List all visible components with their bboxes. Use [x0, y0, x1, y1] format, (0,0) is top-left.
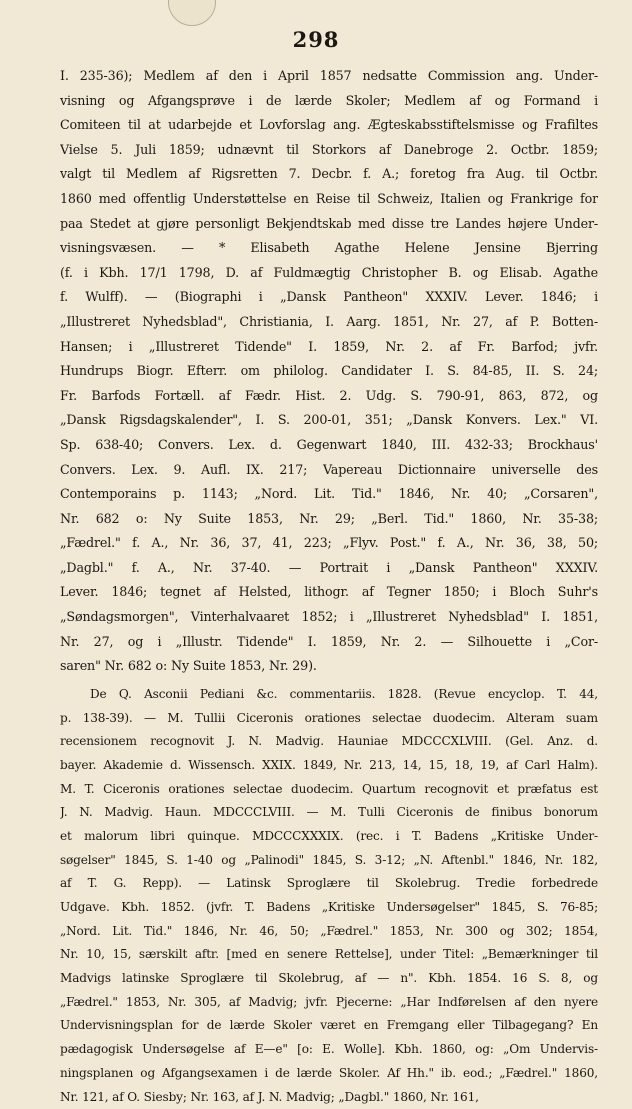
text-line: Sp. 638-40; Convers. Lex. d. Gegenwart 1840, III. 432-33; Brockhaus': [60, 436, 598, 452]
text-block: [60, 64, 598, 1109]
text-line: I. 235-36); Medlem af den i April 1857 nedsatte Commission ang. Under-: [60, 68, 598, 83]
text-line: „Nord. Lit. Tid." 1846, Nr. 46, 50; „Fædrel." 1853, Nr. 300 og 302; 1854,: [60, 923, 598, 938]
text-line: søgelser" 1845, S. 1-40 og „Palinodi" 1845, S. 3-12; „N. Aftenbl." 1846, Nr. 182,: [60, 852, 598, 867]
text-line: visning og Afgangsprøve i de lærde Skoler; Medlem af og Formand i: [60, 92, 598, 108]
text-line: Undervisningsplan for de lærde Skoler været en Fremgang eller Tilbagegang? En: [60, 1018, 598, 1033]
text-line: „Dagbl." f. A., Nr. 37-40. — Portrait i „Dansk Pantheon" XXXIV.: [60, 559, 598, 575]
text-line: 1860 med offentlig Understøttelse en Reise til Schweiz, Italien og Frankrige for: [60, 190, 598, 206]
text-line: „Søndagsmorgen", Vinterhalvaaret 1852; i „Illustreret Nyhedsblad" I. 1851,: [60, 609, 598, 625]
text-line: Fr. Barfods Fortæll. af Fædr. Hist. 2. Udg. S. 790-91, 863, 872, og: [60, 387, 598, 403]
text-line: Nr. 121, af O. Siesby; Nr. 163, af J. N. Madvig; „Dagbl." 1860, Nr. 161,: [60, 1089, 479, 1104]
text-line: Comiteen til at udarbejde et Lovforslag ang. Ægteskabsstiftelsmisse og Frafiltes: [60, 117, 598, 133]
text-line: paa Stedet at gjøre personligt Bekjendtskab med disse tre Landes højere Under-: [60, 215, 598, 231]
text-line: f. Wulff). — (Biographi i „Dansk Pantheon" XXXIV. Lever. 1846; i: [60, 289, 598, 305]
text-line: Madvigs latinske Sproglære til Skolebrug, af — n". Kbh. 1854. 16 S. 8, og: [60, 971, 598, 986]
text-line: „Fædrel." 1853, Nr. 305, af Madvig; jvfr. Pjecerne: „Har Indførelsen af den nyere: [60, 994, 598, 1009]
text-line: Nr. 27, og i „Illustr. Tidende" I. 1859, Nr. 2. — Silhouette i „Cor-: [60, 633, 598, 649]
text-line: valgt til Medlem af Rigsretten 7. Decbr. f. A.; foretog fra Aug. til Octbr.: [60, 166, 598, 182]
text-line: „Illustreret Nyhedsblad", Christiania, I. Aarg. 1851, Nr. 27, af P. Botten-: [60, 313, 598, 329]
text-line: bayer. Akademie d. Wissensch. XXIX. 1849, Nr. 213, 14, 15, 18, 19, af Carl Halm).: [60, 757, 598, 772]
text-line: M. T. Ciceronis orationes selectae duodecim. Quartum recognovit et præfatus est: [60, 781, 598, 796]
text-line: Contemporains p. 1143; „Nord. Lit. Tid." 1846, Nr. 40; „Corsaren",: [60, 486, 598, 502]
text-line: Nr. 10, 15, særskilt aftr. [med en senere Rettelse], under Titel: „Bemærkninger til: [60, 947, 598, 962]
text-line: Convers. Lex. 9. Aufl. IX. 217; Vapereau Dictionnaire universelle des: [60, 461, 598, 477]
page-number: 298: [292, 27, 340, 52]
text-line: pædagogisk Undersøgelse af E—e" [o: E. Wolle]. Kbh. 1860, og: „Om Undervis-: [60, 1042, 598, 1057]
text-line: Hundrups Biogr. Efterr. om philolog. Candidater I. S. 84-85, II. S. 24;: [60, 363, 598, 379]
text-line: Lever. 1846; tegnet af Helsted, lithogr. af Tegner 1850; i Bloch Suhr's: [60, 584, 598, 600]
text-line: „Dansk Rigsdagskalender", I. S. 200-01, 351; „Dansk Konvers. Lex." VI.: [60, 412, 598, 428]
text-line: recensionem recognovit J. N. Madvig. Hauniae MDCCCXLVIII. (Gel. Anz. d.: [60, 734, 598, 749]
paragraph-works: [60, 683, 598, 1109]
text-line: J. N. Madvig. Haun. MDCCCLVIII. — M. Tulli Ciceronis de finibus bonorum: [60, 805, 598, 820]
text-line: af T. G. Repp). — Latinsk Sproglære til Skolebrug. Tredie forbedrede: [60, 876, 598, 891]
text-line: „Fædrel." f. A., Nr. 36, 37, 41, 223; „Flyv. Post." f. A., Nr. 36, 38, 50;: [60, 535, 598, 551]
text-line: De Q. Asconii Pediani &c. commentariis. 1828. (Revue encyclop. T. 44,: [90, 686, 598, 701]
text-line: Hansen; i „Illustreret Tidende" I. 1859, Nr. 2. af Fr. Barfod; jvfr.: [60, 338, 598, 354]
text-line: (f. i Kbh. 17/1 1798, D. af Fuldmægtig Christopher B. og Elisab. Agathe: [60, 264, 598, 280]
text-line: visningsvæsen. — * Elisabeth Agathe Helene Jensine Bjerring: [60, 240, 598, 256]
text-line: Vielse 5. Juli 1859; udnævnt til Storkors af Danebroge 2. Octbr. 1859;: [60, 141, 598, 157]
text-line: Nr. 682 o: Ny Suite 1853, Nr. 29; „Berl. Tid." 1860, Nr. 35-38;: [60, 510, 598, 526]
text-line: et malorum libri quinque. MDCCCXXXIX. (rec. i T. Badens „Kritiske Under-: [60, 828, 598, 843]
text-line: p. 138-39). — M. Tullii Ciceronis orationes selectae duodecim. Alteram suam: [60, 710, 598, 725]
paragraph-biography: [60, 64, 598, 679]
binding-hole: [168, 0, 216, 26]
text-line: saren" Nr. 682 o: Ny Suite 1853, Nr. 29).: [60, 658, 317, 674]
text-line: Udgave. Kbh. 1852. (jvfr. T. Badens „Kritiske Undersøgelser" 1845, S. 76-85;: [60, 900, 598, 915]
text-line: ningsplanen og Afgangsexamen i de lærde Skoler. Af Hh." ib. eod.; „Fædrel." 1860,: [60, 1065, 598, 1080]
